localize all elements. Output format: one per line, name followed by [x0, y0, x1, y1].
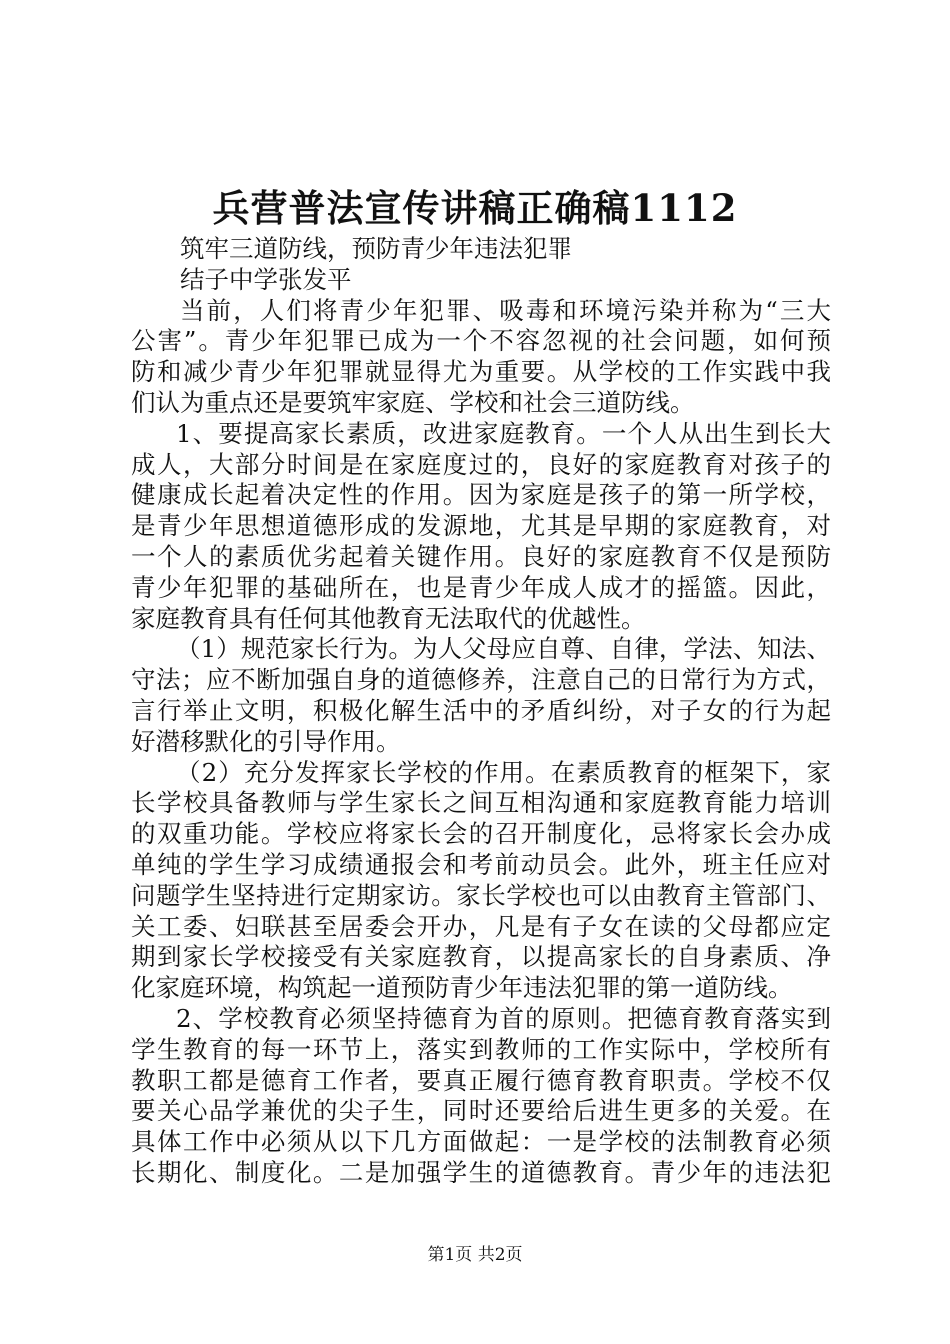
text-line: 守法；应不断加强自身的道德修养，注意自己的日常行为方式， — [131, 665, 831, 695]
text-line: 关工委、妇联甚至居委会开办，凡是有子女在读的父母都应定 — [131, 911, 831, 941]
text-line: 化家庭环境，构筑起一道预防青少年违法犯罪的第一道防线。 — [131, 973, 793, 1003]
text-line: 要关心品学兼优的尖子生，同时还要给后进生更多的关爱。在 — [131, 1096, 831, 1126]
text-line: 们认为重点还是要筑牢家庭、学校和社会三道防线。 — [131, 387, 695, 417]
text-line: 家庭教育具有任何其他教育无法取代的优越性。 — [131, 603, 646, 633]
text-line: 长学校具备教师与学生家长之间互相沟通和家庭教育能力培训 — [131, 788, 831, 818]
text-line: 的双重功能。学校应将家长会的召开制度化，忌将家长会办成 — [131, 819, 831, 849]
document-title: 兵营普法宣传讲稿正确稿1112 — [212, 186, 738, 230]
page-footer: 第1页 共2页 — [427, 1245, 523, 1265]
text-line: 具体工作中必须从以下几方面做起：一是学校的法制教育必须 — [131, 1127, 831, 1157]
text-line: 教职工都是德育工作者，要真正履行德育教育职责。学校不仅 — [131, 1065, 831, 1095]
text-line: 当前，人们将青少年犯罪、吸毒和环境污染并称为“三大 — [180, 295, 831, 325]
text-line: 健康成长起着决定性的作用。因为家庭是孩子的第一所学校， — [131, 480, 831, 510]
text-line: 单纯的学生学习成绩通报会和考前动员会。此外，班主任应对 — [131, 849, 831, 879]
text-line: 学生教育的每一环节上，落实到教师的工作实际中，学校所有 — [131, 1034, 831, 1064]
text-line: （1）规范家长行为。为人父母应自尊、自律，学法、知法、 — [176, 634, 831, 664]
text-line: 青少年犯罪的基础所在，也是青少年成人成才的摇篮。因此， — [131, 572, 831, 602]
text-line: 成人，大部分时间是在家庭度过的，良好的家庭教育对孩子的 — [131, 449, 831, 479]
text-line: 好潜移默化的引导作用。 — [131, 726, 401, 756]
text-line: 长期化、制度化。二是加强学生的道德教育。青少年的违法犯 — [131, 1157, 831, 1187]
text-line: 公害”。青少年犯罪已成为一个不容忽视的社会问题，如何预 — [131, 326, 831, 356]
text-line: 防和减少青少年犯罪就显得尤为重要。从学校的工作实践中我 — [131, 357, 831, 387]
text-line: 言行举止文明，积极化解生活中的矛盾纠纷，对子女的行为起 — [131, 695, 831, 725]
text-line: 2、学校教育必须坚持德育为首的原则。把德育教育落实到 — [176, 1003, 831, 1033]
text-line: （2）充分发挥家长学校的作用。在素质教育的框架下，家 — [176, 757, 831, 787]
text-line: 是青少年思想道德形成的发源地，尤其是早期的家庭教育，对 — [131, 511, 831, 541]
text-line: 结子中学张发平 — [180, 264, 352, 294]
text-line: 一个人的素质优劣起着关键作用。良好的家庭教育不仅是预防 — [131, 541, 831, 571]
text-line: 筑牢三道防线，预防青少年违法犯罪 — [180, 234, 572, 263]
text-line: 1、要提高家长素质，改进家庭教育。一个人从出生到长大 — [176, 418, 831, 448]
text-line: 问题学生坚持进行定期家访。家长学校也可以由教育主管部门、 — [131, 880, 831, 910]
document-body — [131, 234, 831, 1189]
text-line: 期到家长学校接受有关家庭教育，以提高家长的自身素质、净 — [131, 942, 831, 972]
